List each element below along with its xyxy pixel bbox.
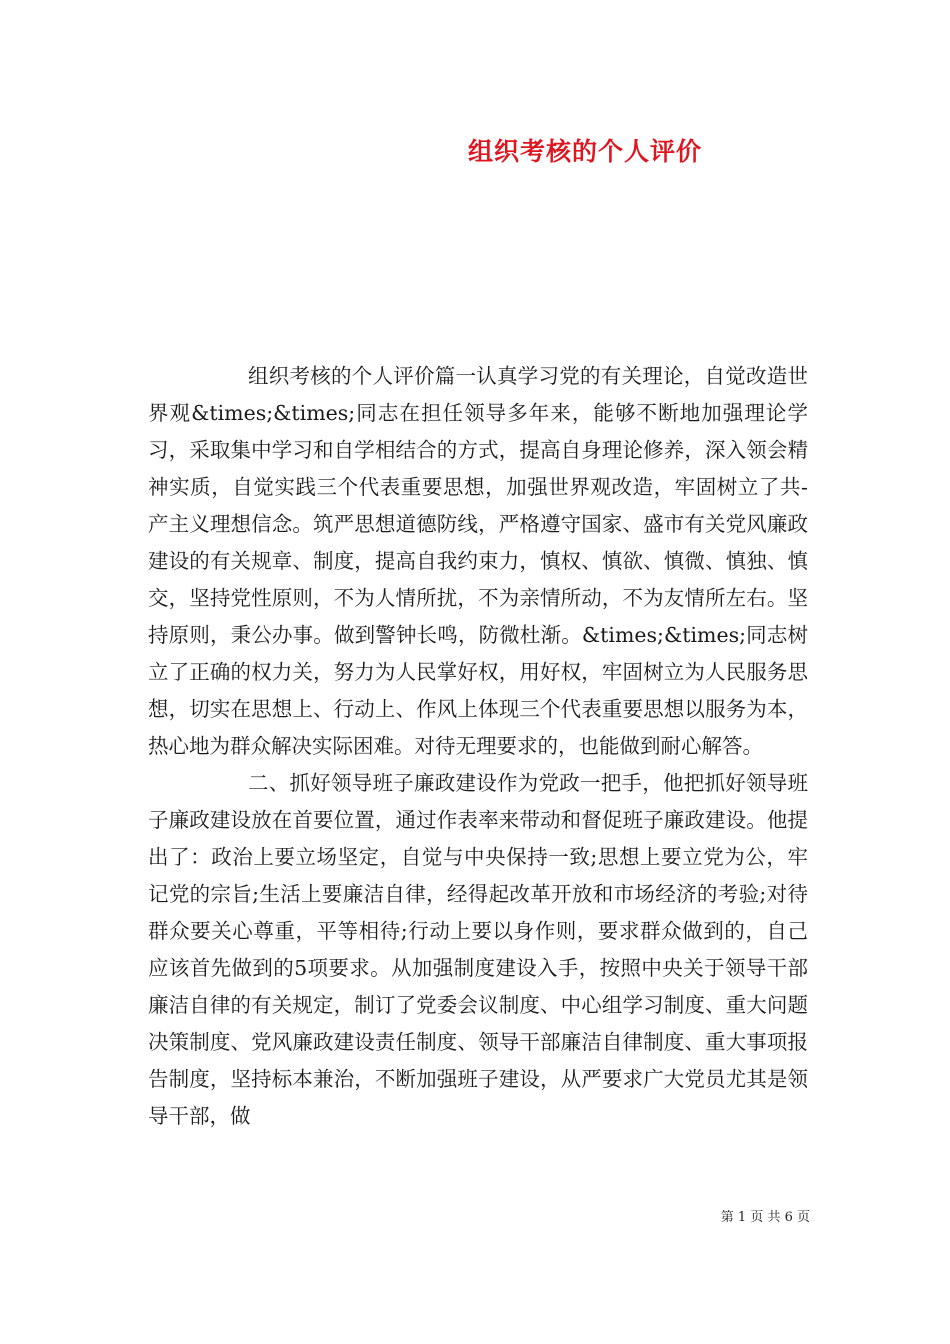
paragraph: 组织考核的个人评价篇一认真学习党的有关理论，自觉改造世界观&times;&times;同志在担任领导多年来，能够不断地加强理论学习，采取集中学习和自学相结合的方式，提高自身理论修养，深入领会精神实质，自觉实践三个代表重要思想，加强世界观改造，牢固树立了共-产主义理想信念。筑严思想道德防线，严格遵守国家、盛市有关党风廉政建设的有关规章、制度，提高自我约束力，慎权、慎欲、慎微、慎独、慎交，坚持党性原则，不为人情所扰，不为亲情所动，不为友情所左右。坚持原则，秉公办事。做到警钟长鸣，防微杜渐。&times;&times;同志树立了正确的权力关，努力为人民掌好权，用好权，牢固树立为人民服务思想，切实在思想上、行动上、作风上体现三个代表重要思想以服务为本，热心地为群众解决实际困难。对待无理要求的，也能做到耐心解答。 bbox=[148, 364, 808, 758]
paragraph: 二、抓好领导班子廉政建设作为党政一把手，他把抓好领导班子廉政建设放在首要位置，通过作表率来带动和督促班子廉政建设。他提出了：政治上要立场坚定，自觉与中央保持一致;思想上要立党为公，牢记党的宗旨;生活上要廉洁自律，经得起改革开放和市场经济的考验;对待群众要关心尊重，平等相待;行动上要以身作则，要求群众做到的，自己应该首先做到的5项要求。从加强制度建设入手，按照中央关于领导干部廉洁自律的有关规定，制订了党委会议制度、中心组学习制度、重大问题决策制度、党风廉政建设责任制度、领导干部廉洁自律制度、重大事项报告制度，坚持标本兼治，不断加强班子建设，从严要求广大党员尤其是领导干部，做 bbox=[148, 771, 808, 1128]
document-body bbox=[148, 358, 808, 1135]
document-title: 组织考核的个人评价 bbox=[467, 137, 702, 166]
page-number: 第 1 页 共 6 页 bbox=[720, 1210, 810, 1225]
